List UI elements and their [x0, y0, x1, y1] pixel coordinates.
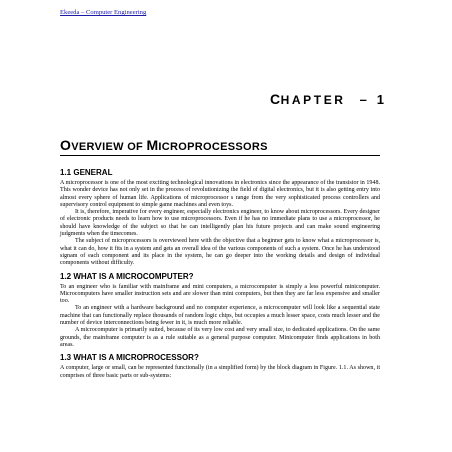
body-content [60, 168, 380, 380]
chapter-first-letter: C [270, 91, 281, 107]
chapter-word-rest: HAPTER [280, 93, 346, 107]
paragraph: A microprocessor is one of the most exciting technological innovations in electronics since the appearance of the transistor in 1948. This wonder device has not only set in the process of revolutionizing the field of digital electronics, but it is also getting entry into almost every sphere of human life. Applications of microprocessor s range from the very sophisticated process controllers and supervisory control equipment to simple game machines and even toys. [60, 180, 380, 208]
paragraph: A microcomputer is primarily suited, because of its very low cost and very small size, to dedicated applications. On the same grounds, the mainframe computer is as a rule suitable as a general purpose computer. Minicomputer finds applications in both areas. [60, 327, 380, 348]
paragraph: To an engineer with a hardware background and no computer experience, a microcomputer will look like a sequential state machine that can functionally replace thousands of random logic chips, but occupies a much lesser space, costs much lesser and the number of device interconnections being fewer in it, is much more reliable. [60, 305, 380, 327]
title-divider [60, 155, 380, 156]
header-link[interactable]: Ekeeda – Computer Engineering [60, 9, 147, 16]
chapter-dash: – [359, 92, 367, 107]
title-rest-1: VERVIEW OF [71, 141, 147, 153]
paragraph: To an engineer who is familiar with mainframe and mini computers, a microcomputer is simply a less powerful minicomputer. Microcomputers have smaller instruction sets and are slower than mini computers, but then they are far less expensive and smaller too. [60, 283, 380, 305]
section-heading-microcomputer: 1.2 WHAT IS A MICROCOMPUTER? [60, 271, 194, 281]
chapter-heading [270, 91, 384, 107]
chapter-number: 1 [376, 92, 385, 107]
title-initial-2: M [146, 137, 159, 153]
paragraph: It is, therefore, imperative for every engineer, especially electronics engineer, to know about microprocessors. Every designer of electronic products needs to learn how to use microprocessors. Even if he has no immediate plans to use a microprocessor, he should have knowledge of the subject so that he can intelligently plan his future projects and can make sound engineering judgments when the timecomes. [60, 209, 380, 238]
section-heading-general: 1.1 GENERAL [60, 168, 113, 177]
title-rest-2: ICROPROCESSORS [158, 141, 268, 153]
section-heading-microprocessor: 1.3 WHAT IS A MICROPROCESSOR? [60, 353, 199, 363]
paragraph: A computer, large or small, can be represented functionally (in a simplified form) by the block diagram in Figure. 1.1. As shown, it comprises of three basic parts or sub-systems: [60, 365, 380, 379]
title-initial-1: O [60, 137, 72, 153]
page-title [60, 137, 268, 153]
paragraph: The subject of microprocessors is overviewed here with the objective that a beginner gets to know what a microprocessor is, what it can do, how it fits in a system and gets an overall idea of the various components of such a system. Once he has understood signam of each component and its place in the system, he can go deeper into the working details and design of individual components without difficulty. [60, 238, 380, 267]
